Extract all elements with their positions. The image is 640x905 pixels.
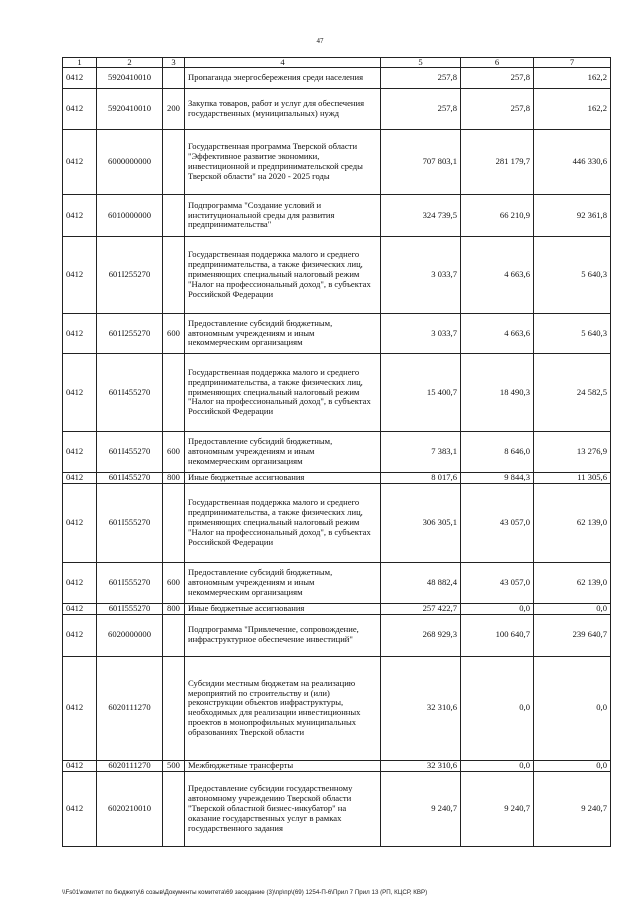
item-name-cell: Государственная поддержка малого и среднего предпринимательства, а также физических лиц, применяющих специальный налоговый режим "Налог на профессиональный доход", в субъектах Российской Федерации: [185, 354, 381, 432]
target-code-cell: 5920410010: [97, 68, 163, 89]
table-row: [63, 354, 611, 432]
expense-type-cell: 200: [163, 89, 185, 130]
amount-col6-cell: 9 240,7: [461, 771, 534, 846]
expense-type-cell: 800: [163, 473, 185, 484]
item-name-cell: Предоставление субсидии государственному автономному учреждению Тверской области "Тверской областной бизнес-инкубатор" на оказание государственных услуг в рамках государственного задания: [185, 771, 381, 846]
amount-col6-cell: 9 844,3: [461, 473, 534, 484]
target-code-cell: 6020111270: [97, 656, 163, 760]
amount-col7-cell: 9 240,7: [534, 771, 611, 846]
expense-type-cell: [163, 656, 185, 760]
item-name-cell: Предоставление субсидий бюджетным, автономным учреждениям и иным некоммерческим организациям: [185, 432, 381, 473]
item-name-cell: Межбюджетные трансферты: [185, 760, 381, 771]
target-code-cell: 6000000000: [97, 130, 163, 195]
table-row: [63, 656, 611, 760]
budget-table: [62, 57, 611, 847]
header-cell: 4: [185, 58, 381, 68]
amount-col6-cell: 4 663,6: [461, 237, 534, 314]
amount-col5-cell: 306 305,1: [381, 483, 461, 562]
section-code-cell: 0412: [63, 68, 97, 89]
item-name-cell: Предоставление субсидий бюджетным, автономным учреждениям и иным некоммерческим организациям: [185, 314, 381, 354]
amount-col6-cell: 18 490,3: [461, 354, 534, 432]
amount-col5-cell: 707 803,1: [381, 130, 461, 195]
target-code-cell: 6010000000: [97, 195, 163, 237]
amount-col5-cell: 3 033,7: [381, 314, 461, 354]
amount-col7-cell: 13 276,9: [534, 432, 611, 473]
section-code-cell: 0412: [63, 603, 97, 614]
item-name-cell: Подпрограмма "Создание условий и институциональной среды для развития предпринимательства": [185, 195, 381, 237]
expense-type-cell: [163, 130, 185, 195]
target-code-cell: 601I455270: [97, 354, 163, 432]
item-name-cell: Государственная программа Тверской области "Эффективное развитие экономики, инвестиционной и предпринимательской среды Тверской области" на 2020 - 2025 годы: [185, 130, 381, 195]
amount-col6-cell: 0,0: [461, 760, 534, 771]
target-code-cell: 601I255270: [97, 237, 163, 314]
table-row: [63, 314, 611, 354]
target-code-cell: 601I455270: [97, 473, 163, 484]
section-code-cell: 0412: [63, 760, 97, 771]
section-code-cell: 0412: [63, 614, 97, 656]
amount-col5-cell: 324 739,5: [381, 195, 461, 237]
item-name-cell: Государственная поддержка малого и среднего предпринимательства, а также физических лиц, применяющих специальный налоговый режим "Налог на профессиональный доход", в субъектах Российской Федерации: [185, 483, 381, 562]
amount-col7-cell: 62 139,0: [534, 483, 611, 562]
amount-col6-cell: 4 663,6: [461, 314, 534, 354]
table-row: [63, 89, 611, 130]
header-cell: 7: [534, 58, 611, 68]
amount-col6-cell: 0,0: [461, 656, 534, 760]
section-code-cell: 0412: [63, 195, 97, 237]
target-code-cell: 6020000000: [97, 614, 163, 656]
section-code-cell: 0412: [63, 473, 97, 484]
expense-type-cell: [163, 614, 185, 656]
target-code-cell: 601I555270: [97, 483, 163, 562]
header-cell: 2: [97, 58, 163, 68]
section-code-cell: 0412: [63, 354, 97, 432]
header-cell: 5: [381, 58, 461, 68]
section-code-cell: 0412: [63, 237, 97, 314]
item-name-cell: Закупка товаров, работ и услуг для обеспечения государственных (муниципальных) нужд: [185, 89, 381, 130]
target-code-cell: 6020111270: [97, 760, 163, 771]
amount-col5-cell: 8 017,6: [381, 473, 461, 484]
section-code-cell: 0412: [63, 656, 97, 760]
amount-col6-cell: 66 210,9: [461, 195, 534, 237]
amount-col5-cell: 48 882,4: [381, 562, 461, 603]
amount-col5-cell: 257,8: [381, 89, 461, 130]
amount-col7-cell: 162,2: [534, 68, 611, 89]
expense-type-cell: [163, 771, 185, 846]
table-row: [63, 603, 611, 614]
amount-col7-cell: 5 640,3: [534, 314, 611, 354]
target-code-cell: 601I555270: [97, 562, 163, 603]
amount-col7-cell: 446 330,6: [534, 130, 611, 195]
table-row: [63, 432, 611, 473]
expense-type-cell: [163, 195, 185, 237]
amount-col6-cell: 0,0: [461, 603, 534, 614]
item-name-cell: Предоставление субсидий бюджетным, автономным учреждениям и иным некоммерческим организациям: [185, 562, 381, 603]
amount-col7-cell: 0,0: [534, 656, 611, 760]
amount-col5-cell: 9 240,7: [381, 771, 461, 846]
section-code-cell: 0412: [63, 89, 97, 130]
header-cell: 6: [461, 58, 534, 68]
expense-type-cell: [163, 68, 185, 89]
amount-col7-cell: 5 640,3: [534, 237, 611, 314]
amount-col5-cell: 257 422,7: [381, 603, 461, 614]
file-path-footer: \\Fs01\комитет по бюджету\6 созыв\Документы комитета\69 заседание (3)\пр\пр\(69) 1254-П-6\Прил 7 Прил 13 (РП, КЦСР, КВР): [62, 889, 428, 896]
table-row: [63, 473, 611, 484]
table-row: [63, 130, 611, 195]
item-name-cell: Подпрограмма "Привлечение, сопровождение, инфраструктурное обеспечение инвестиций": [185, 614, 381, 656]
target-code-cell: 601I255270: [97, 314, 163, 354]
expense-type-cell: [163, 354, 185, 432]
target-code-cell: 5920410010: [97, 89, 163, 130]
item-name-cell: Субсидии местным бюджетам на реализацию мероприятий по строительству и (или) реконструкции объектов инфраструктуры, необходимых для реализации инвестиционных проектов в монопрофильных муниципальных образованиях Тверской области: [185, 656, 381, 760]
section-code-cell: 0412: [63, 130, 97, 195]
expense-type-cell: 800: [163, 603, 185, 614]
table-row: [63, 68, 611, 89]
amount-col5-cell: 257,8: [381, 68, 461, 89]
section-code-cell: 0412: [63, 771, 97, 846]
amount-col7-cell: 62 139,0: [534, 562, 611, 603]
amount-col6-cell: 257,8: [461, 68, 534, 89]
table-header-row: [63, 58, 611, 68]
page-number: 47: [316, 37, 324, 45]
amount-col5-cell: 3 033,7: [381, 237, 461, 314]
table-row: [63, 562, 611, 603]
item-name-cell: Иные бюджетные ассигнования: [185, 603, 381, 614]
amount-col7-cell: 92 361,8: [534, 195, 611, 237]
item-name-cell: Пропаганда энергосбережения среди населения: [185, 68, 381, 89]
expense-type-cell: 600: [163, 432, 185, 473]
target-code-cell: 6020210010: [97, 771, 163, 846]
amount-col7-cell: 0,0: [534, 760, 611, 771]
expense-type-cell: [163, 237, 185, 314]
target-code-cell: 601I555270: [97, 603, 163, 614]
table-row: [63, 237, 611, 314]
expense-type-cell: [163, 483, 185, 562]
header-cell: 1: [63, 58, 97, 68]
section-code-cell: 0412: [63, 432, 97, 473]
item-name-cell: Иные бюджетные ассигнования: [185, 473, 381, 484]
amount-col6-cell: 8 646,0: [461, 432, 534, 473]
target-code-cell: 601I455270: [97, 432, 163, 473]
section-code-cell: 0412: [63, 314, 97, 354]
amount-col7-cell: 162,2: [534, 89, 611, 130]
amount-col6-cell: 43 057,0: [461, 562, 534, 603]
table-row: [63, 760, 611, 771]
amount-col5-cell: 7 383,1: [381, 432, 461, 473]
amount-col7-cell: 24 582,5: [534, 354, 611, 432]
item-name-cell: Государственная поддержка малого и среднего предпринимательства, а также физических лиц, применяющих специальный налоговый режим "Налог на профессиональный доход", в субъектах Российской Федерации: [185, 237, 381, 314]
amount-col7-cell: 0,0: [534, 603, 611, 614]
amount-col6-cell: 257,8: [461, 89, 534, 130]
table-row: [63, 483, 611, 562]
section-code-cell: 0412: [63, 483, 97, 562]
table-row: [63, 771, 611, 846]
amount-col7-cell: 11 305,6: [534, 473, 611, 484]
section-code-cell: 0412: [63, 562, 97, 603]
amount-col7-cell: 239 640,7: [534, 614, 611, 656]
table-row: [63, 195, 611, 237]
amount-col5-cell: 268 929,3: [381, 614, 461, 656]
expense-type-cell: 500: [163, 760, 185, 771]
amount-col5-cell: 15 400,7: [381, 354, 461, 432]
amount-col6-cell: 281 179,7: [461, 130, 534, 195]
amount-col6-cell: 100 640,7: [461, 614, 534, 656]
expense-type-cell: 600: [163, 562, 185, 603]
table-row: [63, 614, 611, 656]
header-cell: 3: [163, 58, 185, 68]
amount-col6-cell: 43 057,0: [461, 483, 534, 562]
amount-col5-cell: 32 310,6: [381, 760, 461, 771]
expense-type-cell: 600: [163, 314, 185, 354]
amount-col5-cell: 32 310,6: [381, 656, 461, 760]
